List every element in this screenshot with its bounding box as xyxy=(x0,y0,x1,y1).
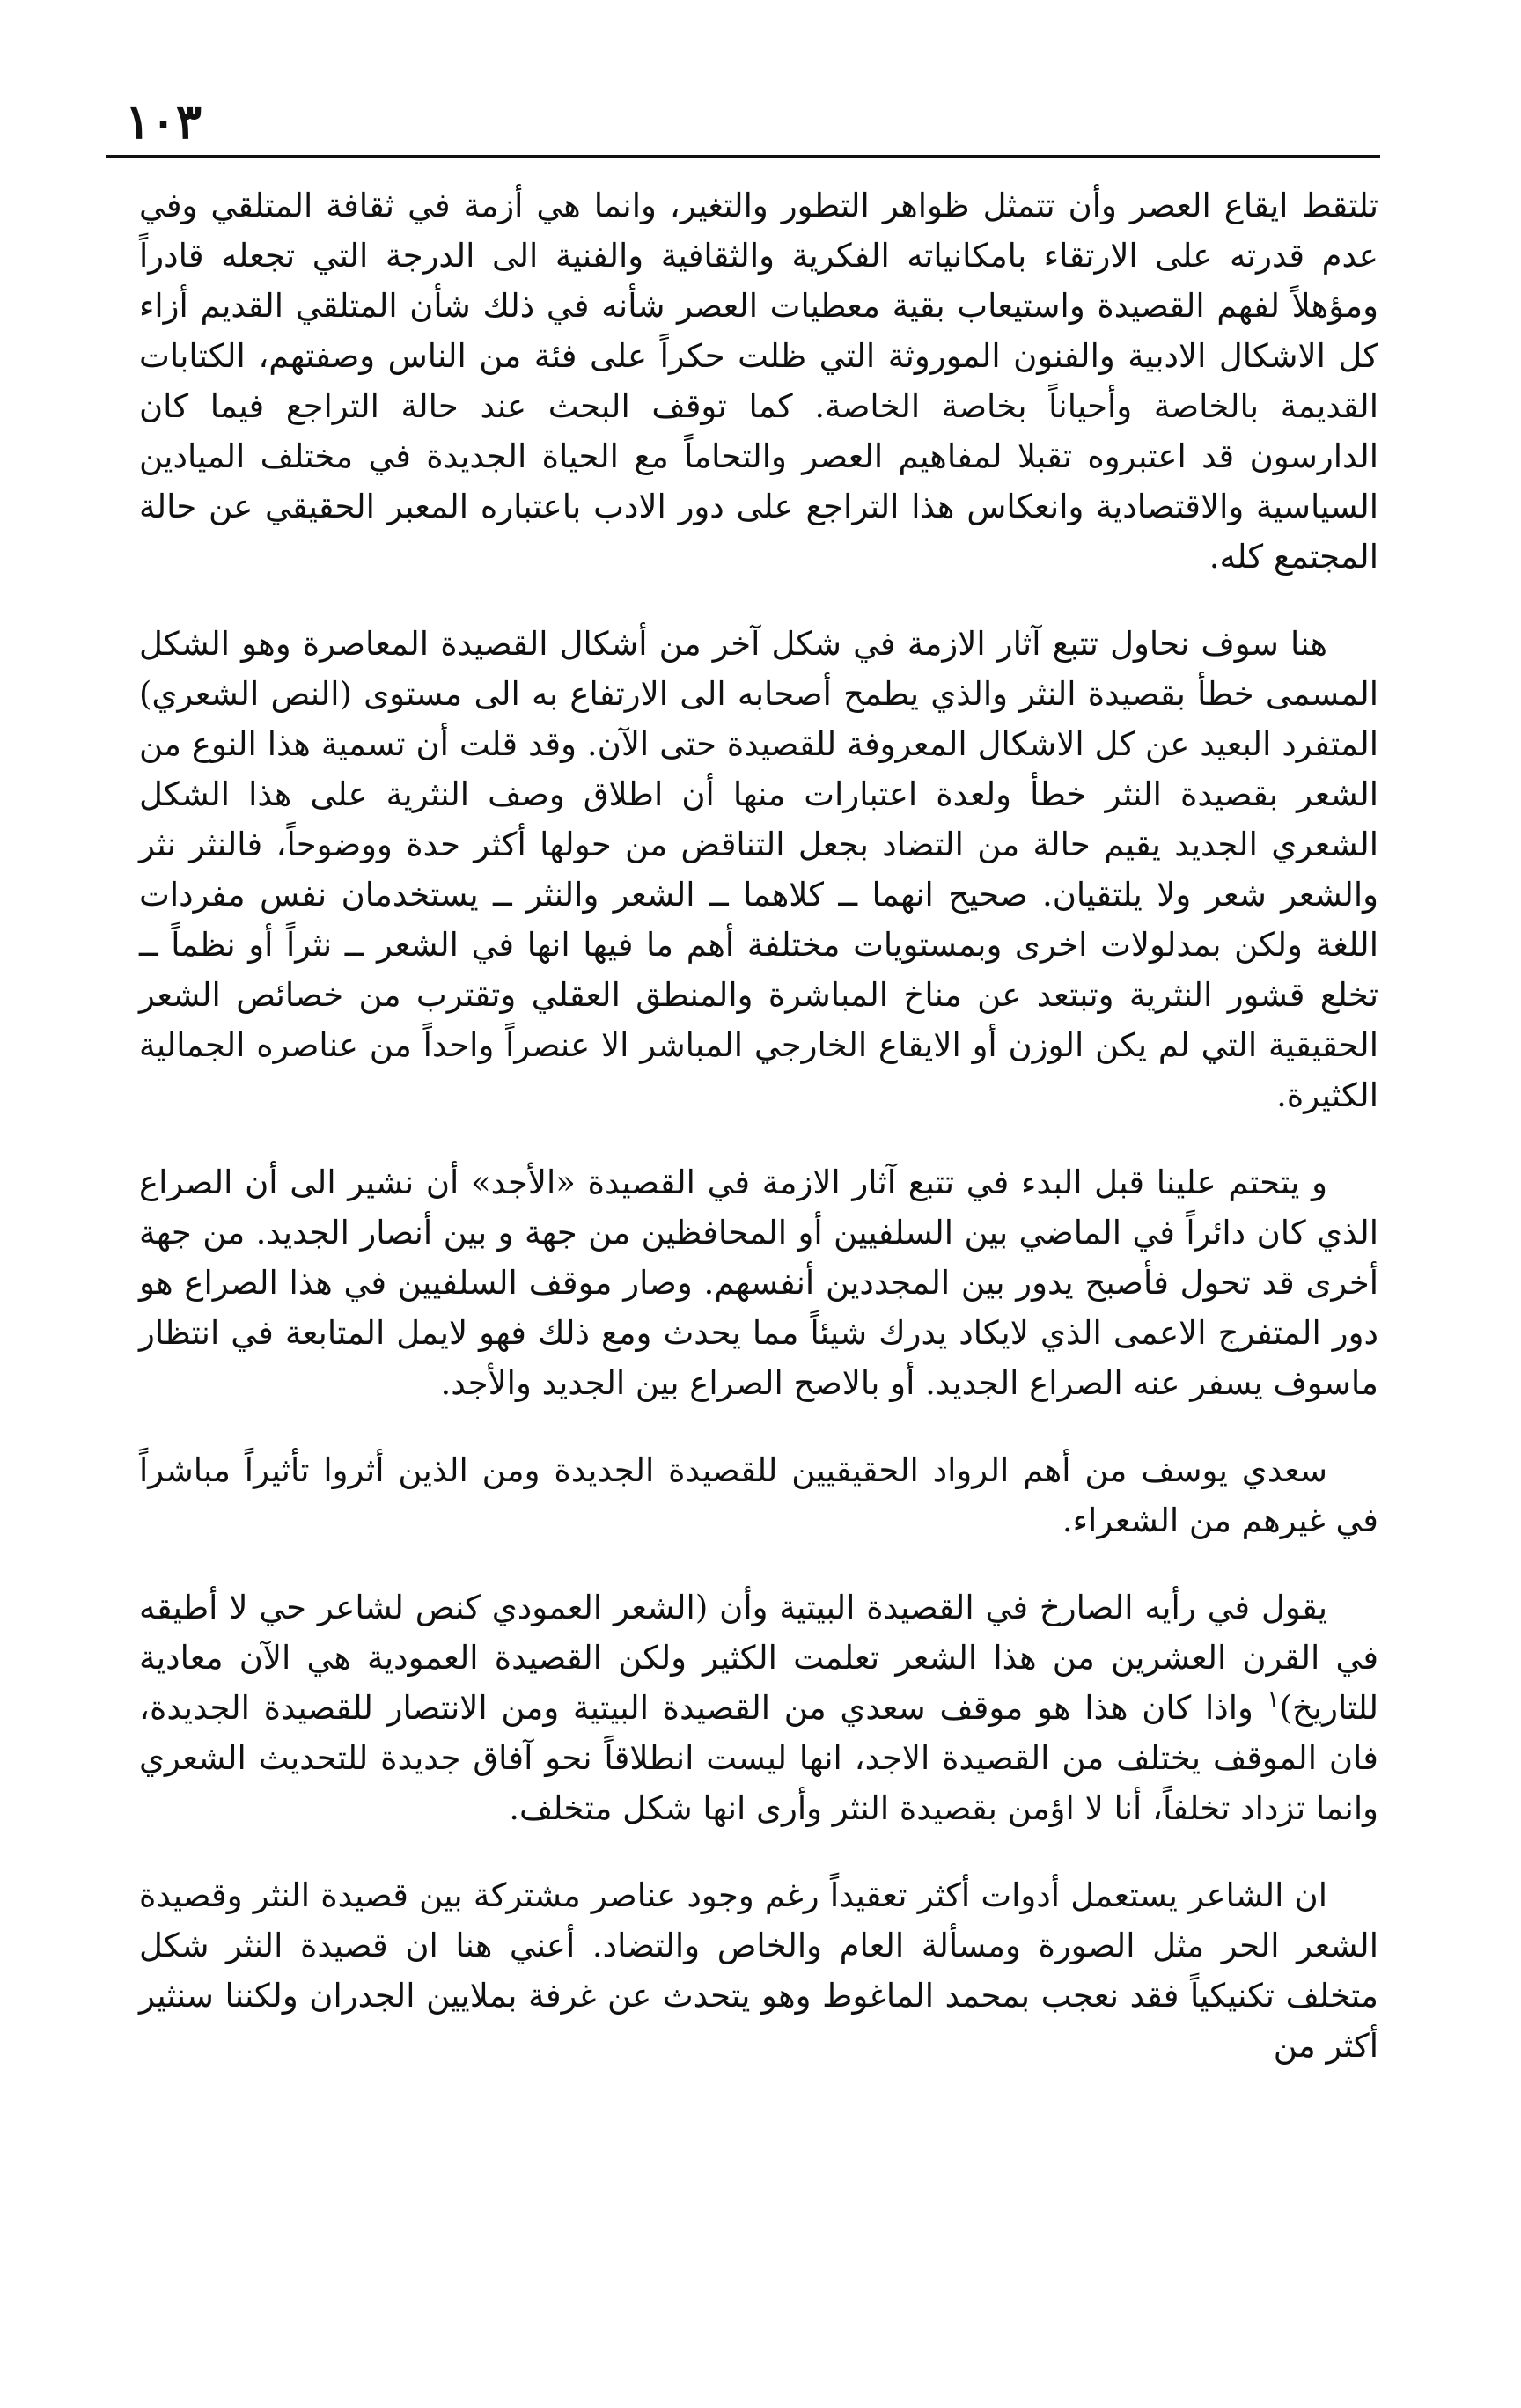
paragraph-5-quote: يقول في رأيه الصارخ في القصيدة البيتية وأن (الشعر العمودي كنص لشاعر حي لا أطيقه في القرن العشرين من هذا الشعر تعلمت الكثير ولكن القصيدة العمودية هي الآن معادية للتاريخ) xyxy=(139,1589,1378,1727)
paragraph-1: تلتقط ايقاع العصر وأن تتمثل ظواهر التطور والتغير، وانما هي أزمة في ثقافة المتلقي وفي عدم قدرته على الارتقاء بامكانياته الفكرية والثقافية والفنية الى الدرجة التي تجعله قادراً ومؤهلاً لفهم القصيدة واستيعاب بقية معطيات العصر شأنه في ذلك شأن المتلقي القديم أزاء كل الاشكال الادبية والفنون الموروثة التي ظلت حكراً على فئة من الناس وصفتهم، الكتابات القديمة بالخاصة وأحياناً بخاصة الخاصة. كما توقف البحث عند حالة التراجع فيما كان الدارسون قد اعتبروه تقبلا لمفاهيم العصر والتحاماً مع الحياة الجديدة في مختلف الميادين السياسية والاقتصادية وانعكاس هذا التراجع على دور الادب باعتباره المعبر الحقيقي عن حالة المجتمع كله. xyxy=(139,187,1378,576)
paragraph-5 xyxy=(139,1582,1378,1833)
page-header xyxy=(106,95,1380,157)
paragraph-2: هنا سوف نحاول تتبع آثار الازمة في شكل آخر من أشكال القصيدة المعاصرة وهو الشكل المسمى خطأ بقصيدة النثر والذي يطمح أصحابه الى الارتفاع به الى مستوى (النص الشعري) المتفرد البعيد عن كل الاشكال المعروفة للقصيدة حتى الآن. وقد قلت أن تسمية هذا النوع من الشعر بقصيدة النثر خطأ ولعدة اعتبارات منها أن اطلاق وصف النثرية على هذا الشكل الشعري الجديد يقيم حالة من التضاد بجعل التناقض من حولها أكثر حدة ووضوحاً، فالنثر نثر والشعر شعر ولا يلتقيان. صحيح انهما ــ كلاهما ــ الشعر والنثر ــ يستخدمان نفس مفردات اللغة ولكن بمدلولات اخرى وبمستويات مختلفة أهم ما فيها انها في الشعر ــ نثراً أو نظماً ــ تخلع قشور النثرية وتبتعد عن مناخ المباشرة والمنطق العقلي وتقترب من خصائص الشعر الحقيقية التي لم يكن الوزن أو الايقاع الخارجي المباشر الا عنصراً واحداً من عناصره الجمالية الكثيرة. xyxy=(139,625,1378,1114)
page-number: ١٠٣ xyxy=(125,93,202,150)
paragraph-3: و يتحتم علينا قبل البدء في تتبع آثار الازمة في القصيدة «الأجد» أن نشير الى أن الصراع الذي كان دائراً في الماضي بين السلفيين أو المحافظين من جهة و بين أنصار الجديد. من جهة أخرى قد تحول فأصبح يدور بين المجددين أنفسهم. وصار موقف السلفيين في هذا الصراع هو دور المتفرج الاعمى الذي لايكاد يدرك شيئاً مما يحدث ومع ذلك فهو لايمل المتابعة في انتظار ماسوف يسفر عنه الصراع الجديد. أو بالاصح الصراع بين الجديد والأجد. xyxy=(139,1164,1378,1402)
footnote-mark: ١ xyxy=(1267,1686,1280,1714)
paragraph-6: ان الشاعر يستعمل أدوات أكثر تعقيداً رغم وجود عناصر مشتركة بين قصيدة النثر وقصيدة الشعر الحر مثل الصورة ومسألة العام والخاص والتضاد. أعني هنا ان قصيدة النثر شكل متخلف تكنيكياً فقد نعجب بمحمد الماغوط وهو يتحدث عن غرفة بملايين الجدران ولكننا سنثير أكثر من xyxy=(139,1876,1378,2065)
paragraph-5-rest: واذا كان هذا هو موقف سعدي من القصيدة البيتية ومن الانتصار للقصيدة الجديدة، فان الموقف يختلف من القصيدة الاجد، انها ليست انطلاقاً نحو آفاق جديدة للتحديث الشعري وانما تزداد تخلفاً، أنا لا اؤمن بقصيدة النثر وأرى انها شكل متخلف. xyxy=(139,1689,1378,1827)
body-text xyxy=(139,180,1378,2071)
header-rule xyxy=(106,155,1380,158)
paragraph-4: سعدي يوسف من أهم الرواد الحقيقيين للقصيدة الجديدة ومن الذين أثروا تأثيراً مباشراً في غيرهم من الشعراء. xyxy=(139,1451,1378,1539)
